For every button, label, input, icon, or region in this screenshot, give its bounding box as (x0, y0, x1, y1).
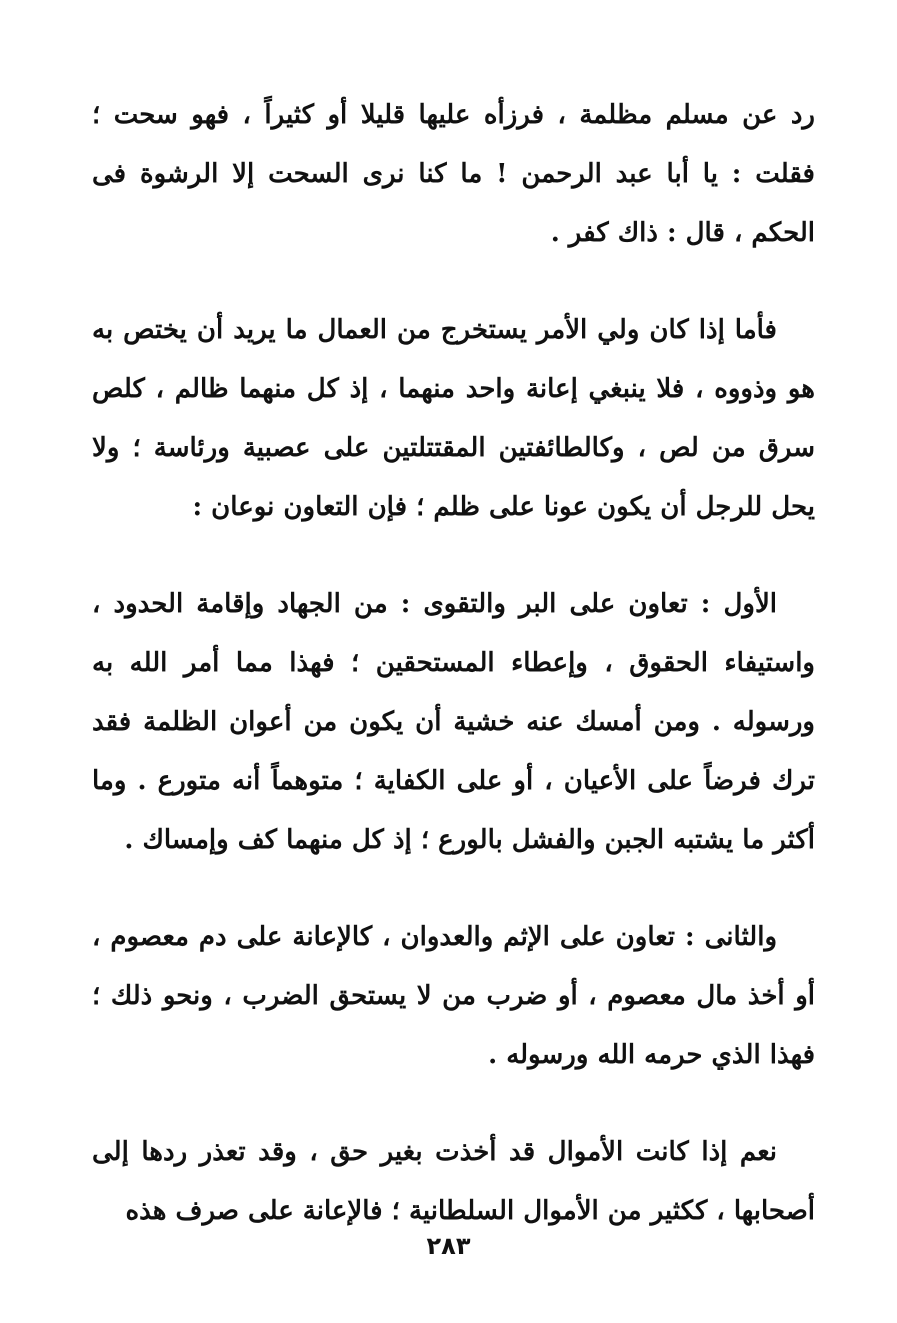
paragraph-3: الأول : تعاون على البر والتقوى : من الجهاد وإقامة الحدود ، واستيفاء الحقوق ، وإعطاء المستحقين ؛ فهذا مما أمر الله به ورسوله . ومن أمسك عنه خشية أن يكون من أعوان الظلمة فقد ترك فرضاً على الأعيان ، أو على الكفاية ؛ متوهماً أنه متورع . وما أكثر ما يشتبه الجبن والفشل بالورع ؛ إذ كل منهما كف وإمساك . (92, 589, 815, 855)
page-body (92, 86, 815, 1279)
page-number: ٢٨٣ (426, 1232, 471, 1260)
paragraph-2: فأما إذا كان ولي الأمر يستخرج من العمال ما يريد أن يختص به هو وذووه ، فلا ينبغي إعانة واحد منهما ، إذ كل منهما ظالم ، كلص سرق من لص ، وكالطائفتين المقتتلتين على عصبية ورئاسة ؛ ولا يحل للرجل أن يكون عونا على ظلم ؛ فإن التعاون نوعان : (92, 315, 815, 522)
paragraph-1: رد عن مسلم مظلمة ، فرزأه عليها قليلا أو كثيراً ، فهو سحت ؛ فقلت : يا أبا عبد الرحمن ! ما كنا نرى السحت إلا الرشوة فى الحكم ، قال : ذاك كفر . (92, 100, 815, 248)
paragraph-4: والثانى : تعاون على الإثم والعدوان ، كالإعانة على دم معصوم ، أو أخذ مال معصوم ، أو ضرب من لا يستحق الضرب ، ونحو ذلك ؛ فهذا الذي حرمه الله ورسوله . (92, 922, 815, 1070)
paragraph-5: نعم إذا كانت الأموال قد أخذت بغير حق ، وقد تعذر ردها إلى أصحابها ، ككثير من الأموال السلطانية ؛ فالإعانة على صرف هذه (92, 1137, 815, 1226)
